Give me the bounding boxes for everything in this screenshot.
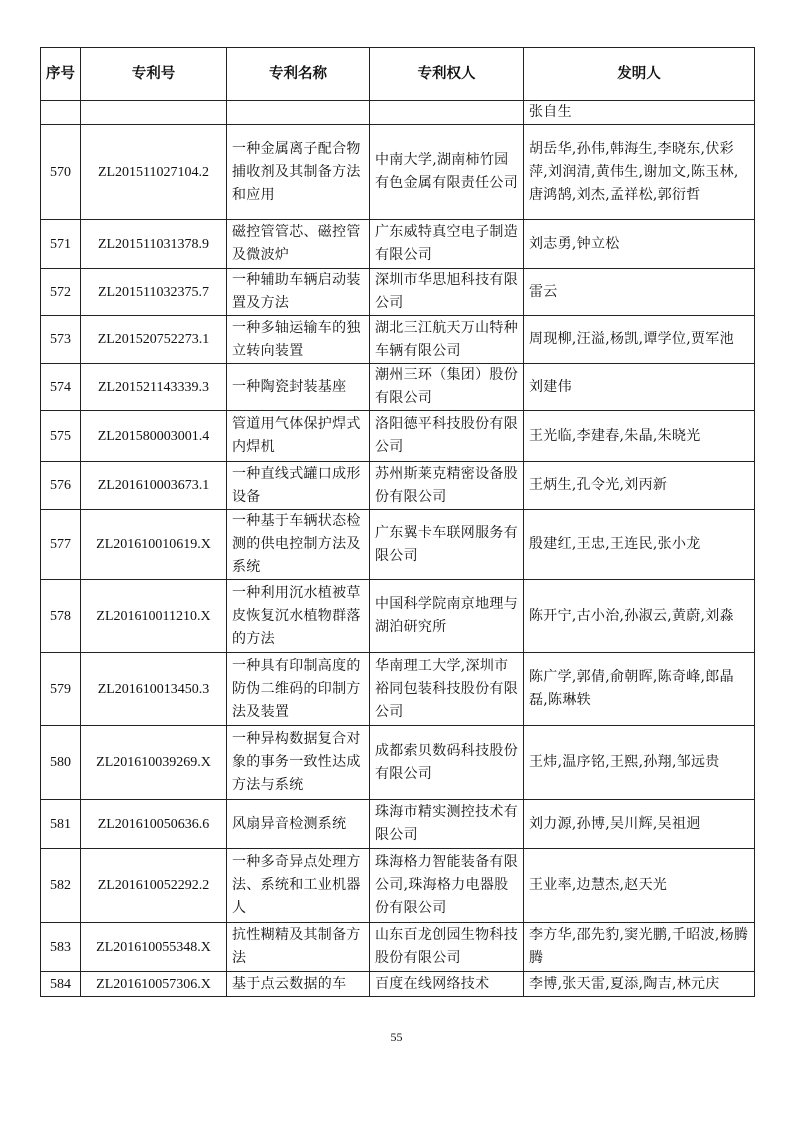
patent-name-cell: 一种多奇异点处理方法、系统和工业机器人 bbox=[227, 849, 370, 923]
patentee-cell: 深圳市华思旭科技有限公司 bbox=[370, 269, 524, 316]
patent-name-cell: 一种基于车辆状态检测的供电控制方法及系统 bbox=[227, 510, 370, 580]
patent-number-cell: ZL201521143339.3 bbox=[81, 364, 227, 411]
patentee-cell: 山东百龙创园生物科技股份有限公司 bbox=[370, 923, 524, 972]
inventors-cell: 刘建伟 bbox=[524, 364, 755, 411]
patent-table bbox=[40, 47, 755, 997]
table-row bbox=[41, 653, 755, 726]
seq-cell: 583 bbox=[41, 923, 81, 972]
inventors-cell: 王光临,李建春,朱晶,朱晓光 bbox=[524, 411, 755, 462]
patentee-cell: 苏州斯莱克精密设备股份有限公司 bbox=[370, 462, 524, 510]
patent-name-cell: 一种利用沉水植被草皮恢复沉水植物群落的方法 bbox=[227, 580, 370, 653]
seq-cell: 576 bbox=[41, 462, 81, 510]
patentee-cell: 珠海市精实测控技术有限公司 bbox=[370, 800, 524, 849]
patentee-cell: 广东翼卡车联网服务有限公司 bbox=[370, 510, 524, 580]
inventors-cell: 殷建红,王忠,王连民,张小龙 bbox=[524, 510, 755, 580]
page-number: 55 bbox=[390, 1030, 403, 1044]
patentee-cell: 成都索贝数码科技股份有限公司 bbox=[370, 726, 524, 800]
patent-name-cell: 一种金属离子配合物捕收剂及其制备方法和应用 bbox=[227, 125, 370, 220]
inventors-cell: 王炳生,孔令光,刘丙新 bbox=[524, 462, 755, 510]
patent-number-cell: ZL201511032375.7 bbox=[81, 269, 227, 316]
seq-cell: 571 bbox=[41, 220, 81, 269]
seq-cell: 573 bbox=[41, 316, 81, 364]
patent-name-cell: 管道用气体保护焊式内焊机 bbox=[227, 411, 370, 462]
inventors-cell: 王炜,温序铭,王熙,孙翔,邹远贵 bbox=[524, 726, 755, 800]
continuation-inventors: 张自生 bbox=[524, 101, 755, 125]
seq-cell: 572 bbox=[41, 269, 81, 316]
seq-cell: 574 bbox=[41, 364, 81, 411]
header-seq: 序号 bbox=[41, 48, 81, 101]
header-inventors: 发明人 bbox=[524, 48, 755, 101]
patentee-cell: 珠海格力智能装备有限公司,珠海格力电器股份有限公司 bbox=[370, 849, 524, 923]
inventors-cell: 胡岳华,孙伟,韩海生,李晓东,伏彩萍,刘润清,黄伟生,谢加文,陈玉林,唐鸿鹄,刘杰,孟祥松,郭衍哲 bbox=[524, 125, 755, 220]
table-row bbox=[41, 462, 755, 510]
seq-cell: 580 bbox=[41, 726, 81, 800]
table-row bbox=[41, 510, 755, 580]
table-row bbox=[41, 923, 755, 972]
seq-cell: 579 bbox=[41, 653, 81, 726]
continuation-seq bbox=[41, 101, 81, 125]
header-patent-name: 专利名称 bbox=[227, 48, 370, 101]
patent-name-cell: 一种直线式罐口成形设备 bbox=[227, 462, 370, 510]
inventors-cell: 刘志勇,钟立松 bbox=[524, 220, 755, 269]
patent-name-cell: 一种异构数据复合对象的事务一致性达成方法与系统 bbox=[227, 726, 370, 800]
patent-number-cell: ZL201610003673.1 bbox=[81, 462, 227, 510]
patent-number-cell: ZL201520752273.1 bbox=[81, 316, 227, 364]
table-row bbox=[41, 800, 755, 849]
inventors-cell: 刘力源,孙博,吴川辉,吴祖迥 bbox=[524, 800, 755, 849]
inventors-cell: 王业率,边慧杰,赵天光 bbox=[524, 849, 755, 923]
seq-cell: 577 bbox=[41, 510, 81, 580]
seq-cell: 584 bbox=[41, 972, 81, 997]
table-row bbox=[41, 220, 755, 269]
patent-number-cell: ZL201610052292.2 bbox=[81, 849, 227, 923]
patentee-cell: 洛阳德平科技股份有限公司 bbox=[370, 411, 524, 462]
table-row bbox=[41, 726, 755, 800]
inventors-cell: 陈开宁,古小治,孙淑云,黄蔚,刘淼 bbox=[524, 580, 755, 653]
table-row bbox=[41, 125, 755, 220]
continuation-number bbox=[81, 101, 227, 125]
inventors-cell: 周现柳,汪溢,杨凯,谭学位,贾军池 bbox=[524, 316, 755, 364]
patentee-cell: 湖北三江航天万山特种车辆有限公司 bbox=[370, 316, 524, 364]
patent-number-cell: ZL201610010619.X bbox=[81, 510, 227, 580]
table-row bbox=[41, 849, 755, 923]
patent-number-cell: ZL201511027104.2 bbox=[81, 125, 227, 220]
patent-name-cell: 风扇异音检测系统 bbox=[227, 800, 370, 849]
header-patentee: 专利权人 bbox=[370, 48, 524, 101]
table-row bbox=[41, 364, 755, 411]
continuation-row bbox=[41, 101, 755, 125]
inventors-cell: 陈广学,郭倩,俞朝晖,陈奇峰,郎晶磊,陈琳轶 bbox=[524, 653, 755, 726]
seq-cell: 581 bbox=[41, 800, 81, 849]
inventors-cell: 雷云 bbox=[524, 269, 755, 316]
patent-number-cell: ZL201610039269.X bbox=[81, 726, 227, 800]
patentee-cell: 华南理工大学,深圳市裕同包装科技股份有限公司 bbox=[370, 653, 524, 726]
continuation-owner bbox=[370, 101, 524, 125]
patent-number-cell: ZL201610011210.X bbox=[81, 580, 227, 653]
table-row bbox=[41, 580, 755, 653]
patent-number-cell: ZL201610055348.X bbox=[81, 923, 227, 972]
patent-name-cell: 磁控管管芯、磁控管及微波炉 bbox=[227, 220, 370, 269]
inventors-cell: 李方华,邵先豹,窦光鹏,千昭波,杨腾腾 bbox=[524, 923, 755, 972]
table-header-row bbox=[41, 48, 755, 101]
patentee-cell: 中南大学,湖南柿竹园有色金属有限责任公司 bbox=[370, 125, 524, 220]
patent-number-cell: ZL201610057306.X bbox=[81, 972, 227, 997]
patent-name-cell: 抗性糊精及其制备方法 bbox=[227, 923, 370, 972]
inventors-cell: 李博,张天雷,夏添,陶吉,林元庆 bbox=[524, 972, 755, 997]
patent-name-cell: 一种辅助车辆启动装置及方法 bbox=[227, 269, 370, 316]
patent-name-cell: 一种陶瓷封装基座 bbox=[227, 364, 370, 411]
seq-cell: 578 bbox=[41, 580, 81, 653]
seq-cell: 570 bbox=[41, 125, 81, 220]
header-patent-number: 专利号 bbox=[81, 48, 227, 101]
patentee-cell: 潮州三环（集团）股份有限公司 bbox=[370, 364, 524, 411]
continuation-name bbox=[227, 101, 370, 125]
patent-number-cell: ZL201511031378.9 bbox=[81, 220, 227, 269]
table-row bbox=[41, 269, 755, 316]
seq-cell: 575 bbox=[41, 411, 81, 462]
patent-name-cell: 一种具有印制高度的防伪二维码的印制方法及装置 bbox=[227, 653, 370, 726]
patent-number-cell: ZL201610050636.6 bbox=[81, 800, 227, 849]
patentee-cell: 百度在线网络技术 bbox=[370, 972, 524, 997]
patent-name-cell: 一种多轴运输车的独立转向装置 bbox=[227, 316, 370, 364]
table-row bbox=[41, 972, 755, 997]
table-row bbox=[41, 316, 755, 364]
patentee-cell: 广东威特真空电子制造有限公司 bbox=[370, 220, 524, 269]
patentee-cell: 中国科学院南京地理与湖泊研究所 bbox=[370, 580, 524, 653]
seq-cell: 582 bbox=[41, 849, 81, 923]
patent-name-cell: 基于点云数据的车 bbox=[227, 972, 370, 997]
table-row bbox=[41, 411, 755, 462]
patent-number-cell: ZL201580003001.4 bbox=[81, 411, 227, 462]
patent-number-cell: ZL201610013450.3 bbox=[81, 653, 227, 726]
